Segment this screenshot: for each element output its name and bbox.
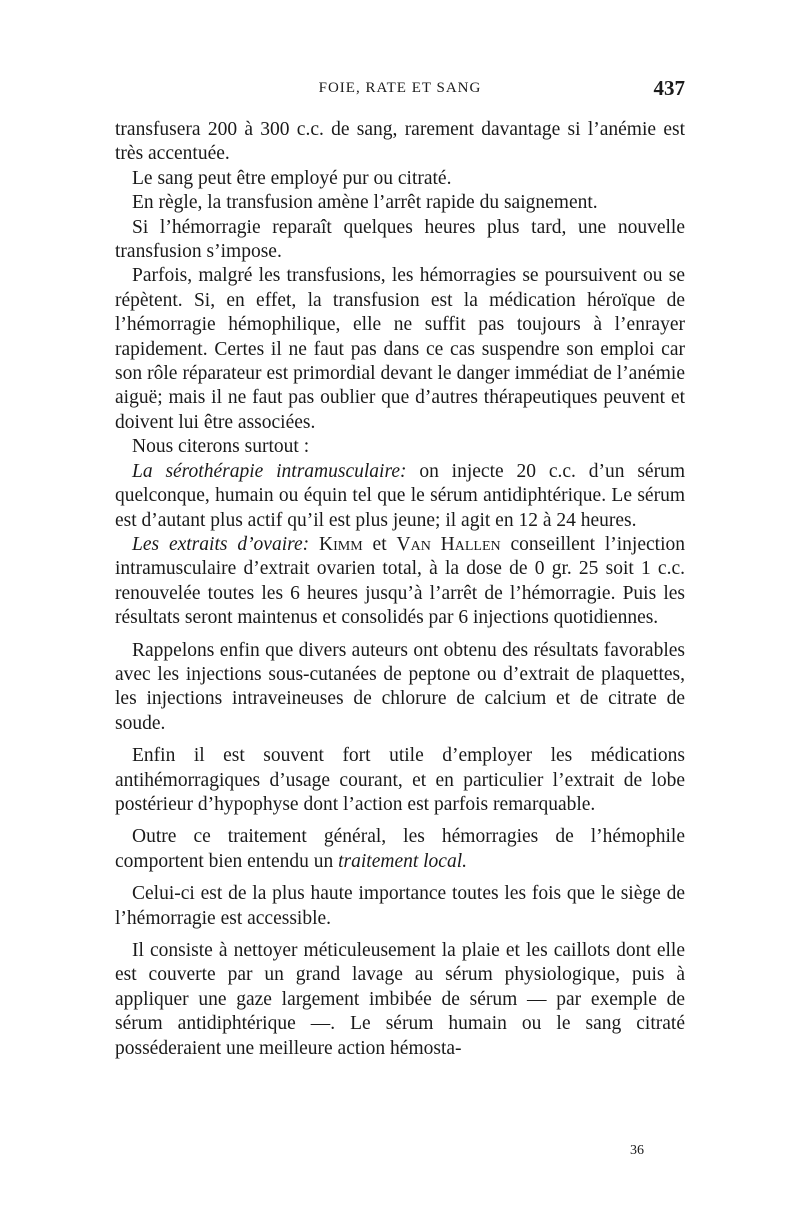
- paragraph-text: on injecte 20 c.c. d’un sérum quelconque, humain ou équin tel que le sérum antidiphtérique. Le sérum est d’autant plus actif qu’il est plus jeune; il agit en 12 à 24 heures.: [115, 460, 685, 531]
- paragraph-text: Outre ce traitement général, les hémorragies de l’hémophile comportent bien entendu un: [115, 826, 685, 872]
- page-number: 437: [653, 76, 685, 100]
- paragraph: En règle, la transfusion amène l’arrêt rapide du saignement.: [132, 192, 598, 214]
- author-name: Van Hallen: [396, 533, 501, 555]
- signature-mark: 36: [630, 1143, 644, 1158]
- paragraph-extraits-ovaire: [115, 533, 685, 631]
- italic-heading: La sérothérapie intramusculaire:: [132, 460, 407, 482]
- paragraph: Parfois, malgré les transfusions, les hémorragies se poursuivent ou se répètent. Si, en effet, la transfusion est la médication héroïque de l’hémorragie hémophilique, elle ne suffit pas toujours à l’enrayer rapidement. Certes il ne faut pas dans ce cas suspendre son emploi car son rôle réparateur est primordial devant le danger immédiat de l’anémie aiguë; mais il ne faut pas oublier que d’autres thérapeutiques peuvent et doivent lui être associées.: [115, 265, 685, 433]
- paragraph-serotherapie: [115, 460, 685, 533]
- paragraph: Nous citerons surtout :: [132, 436, 310, 458]
- paragraph-traitement-local: [115, 825, 685, 874]
- paragraph: Si l’hémorragie reparaît quelques heures plus tard, une nouvelle transfusion s’impose.: [115, 216, 685, 263]
- body-text: [115, 118, 685, 1061]
- paragraph: Enfin il est souvent fort utile d’employer les médications antihémorragiques d’usage courant, et en particulier l’extrait de lobe postérieur d’hypophyse dont l’action est parfois remarquable.: [115, 745, 685, 815]
- italic-term: traitement local.: [338, 850, 468, 872]
- paragraph: Le sang peut être employé pur ou citraté.: [132, 167, 452, 189]
- paragraph-continuation: transfusera 200 à 300 c.c. de sang, rarement davantage si l’anémie est très accentuée.: [115, 119, 685, 165]
- running-title: FOIE, RATE ET SANG: [318, 80, 482, 96]
- conjunction: et: [362, 533, 397, 555]
- author-name: Kimm: [319, 533, 363, 555]
- page-header: [115, 76, 685, 102]
- paragraph-text: conseillent l’injection intramusculaire d’extrait ovarien total, à la dose de 0 gr. 25 soit 1 c.c. renouvelée toutes les 6 heures jusqu’à l’arrêt de l’hémorragie. Puis les résultats seront maintenus et consolidés par 6 injections quotidiennes.: [115, 533, 685, 629]
- paragraph: Il consiste à nettoyer méticuleusement la plaie et les caillots dont elle est couverte par un grand lavage au sérum physiologique, puis à appliquer une gaze largement imbibée de sérum — par exemple de sérum antidiphtérique —. Le sérum humain ou le sang citraté posséderaient une meilleure action hémosta-: [115, 940, 685, 1059]
- paragraph: Rappelons enfin que divers auteurs ont obtenu des résultats favorables avec les injections sous-cutanées de peptone ou d’extrait de plaquettes, les injections intraveineuses de chlorure de calcium et de citrate de soude.: [115, 639, 685, 734]
- paragraph: Celui-ci est de la plus haute importance toutes les fois que le siège de l’hémorragie est accessible.: [115, 883, 685, 929]
- italic-heading: Les extraits d’ovaire:: [132, 533, 310, 555]
